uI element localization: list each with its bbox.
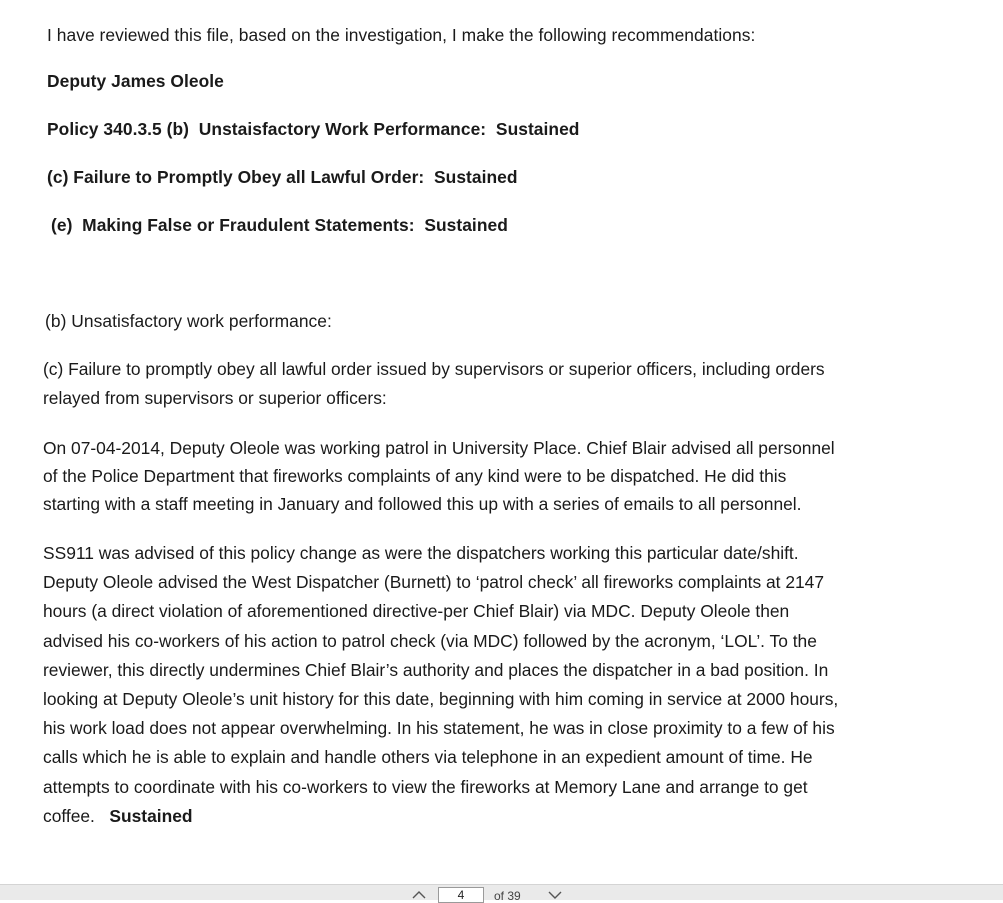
chevron-up-icon[interactable]	[412, 889, 426, 901]
last-line-text: coffee.	[43, 805, 95, 826]
text-line: SS911 was advised of this policy change as were the dispatchers working this particular date/shift.	[43, 543, 799, 563]
section-c-heading	[43, 355, 943, 414]
text-line: On 07-04-2014, Deputy Oleole was working patrol in University Place. Chief Blair advised all personnel	[43, 438, 835, 458]
text-line: of the Police Department that fireworks complaints of any kind were to be dispatched. He did this	[43, 466, 787, 486]
section-b-heading: (b) Unsatisfactory work performance:	[45, 311, 332, 331]
text-line: his work load does not appear overwhelming. In his statement, he was in close proximity to a few of his	[43, 718, 835, 739]
finding-label: Policy 340.3.5 (b)	[47, 119, 190, 139]
finding-row	[47, 119, 579, 140]
text-line: Deputy Oleole advised the West Dispatcher (Burnett) to ‘patrol check’ all fireworks complaints at 2147	[43, 572, 825, 593]
finding-text: Unstaisfactory Work Performance:	[198, 119, 487, 139]
text-line: attempts to coordinate with his co-workers to view the fireworks at Memory Lane and arrange to get	[43, 776, 808, 797]
intro-text: I have reviewed this file, based on the investigation, I make the following recommendations:	[47, 25, 756, 45]
finding-row	[47, 167, 518, 188]
page-total-label: of 39	[494, 889, 521, 903]
finding-result: Sustained	[424, 215, 508, 235]
finding-text: Failure to Promptly Obey all Lawful Order:	[73, 167, 425, 187]
text-line: advised his co-workers of his action to patrol check (via MDC) followed by the acronym, ‘LOL’. To the	[43, 630, 817, 651]
paragraph-2	[43, 539, 943, 831]
page-number-input[interactable]	[438, 887, 484, 903]
finding-label: (e)	[51, 215, 73, 235]
paragraph-1	[43, 434, 943, 518]
finding-text: Making False or Fraudulent Statements:	[82, 215, 415, 235]
text-line: hours (a direct violation of aforementioned directive-per Chief Blair) via MDC. Deputy Oleole then	[43, 601, 790, 622]
text-line: calls which he is able to explain and handle others via telephone in an expedient amount of time. He	[43, 747, 813, 768]
text-line: reviewer, this directly undermines Chief Blair’s authority and places the dispatcher in a bad position. In	[43, 659, 829, 680]
finding-label: (c)	[47, 167, 69, 187]
finding-result: Sustained	[495, 119, 580, 139]
subject-name: Deputy James Oleole	[47, 71, 224, 91]
finding-row	[51, 215, 508, 236]
text-line: (c) Failure to promptly obey all lawful order issued by supervisors or superior officers, including orders	[43, 359, 825, 379]
finding-result: Sustained	[434, 167, 518, 187]
chevron-down-icon[interactable]	[548, 889, 562, 901]
text-line	[43, 802, 943, 831]
text-line: looking at Deputy Oleole’s unit history for this date, beginning with him coming in service at 2000 hours,	[43, 689, 839, 710]
text-line: relayed from supervisors or superior officers:	[43, 388, 387, 409]
text-line: starting with a staff meeting in January and followed this up with a series of emails to all personnel.	[43, 494, 802, 514]
paragraph-result: Sustained	[109, 805, 193, 826]
page-navigation-bar	[0, 884, 1003, 903]
